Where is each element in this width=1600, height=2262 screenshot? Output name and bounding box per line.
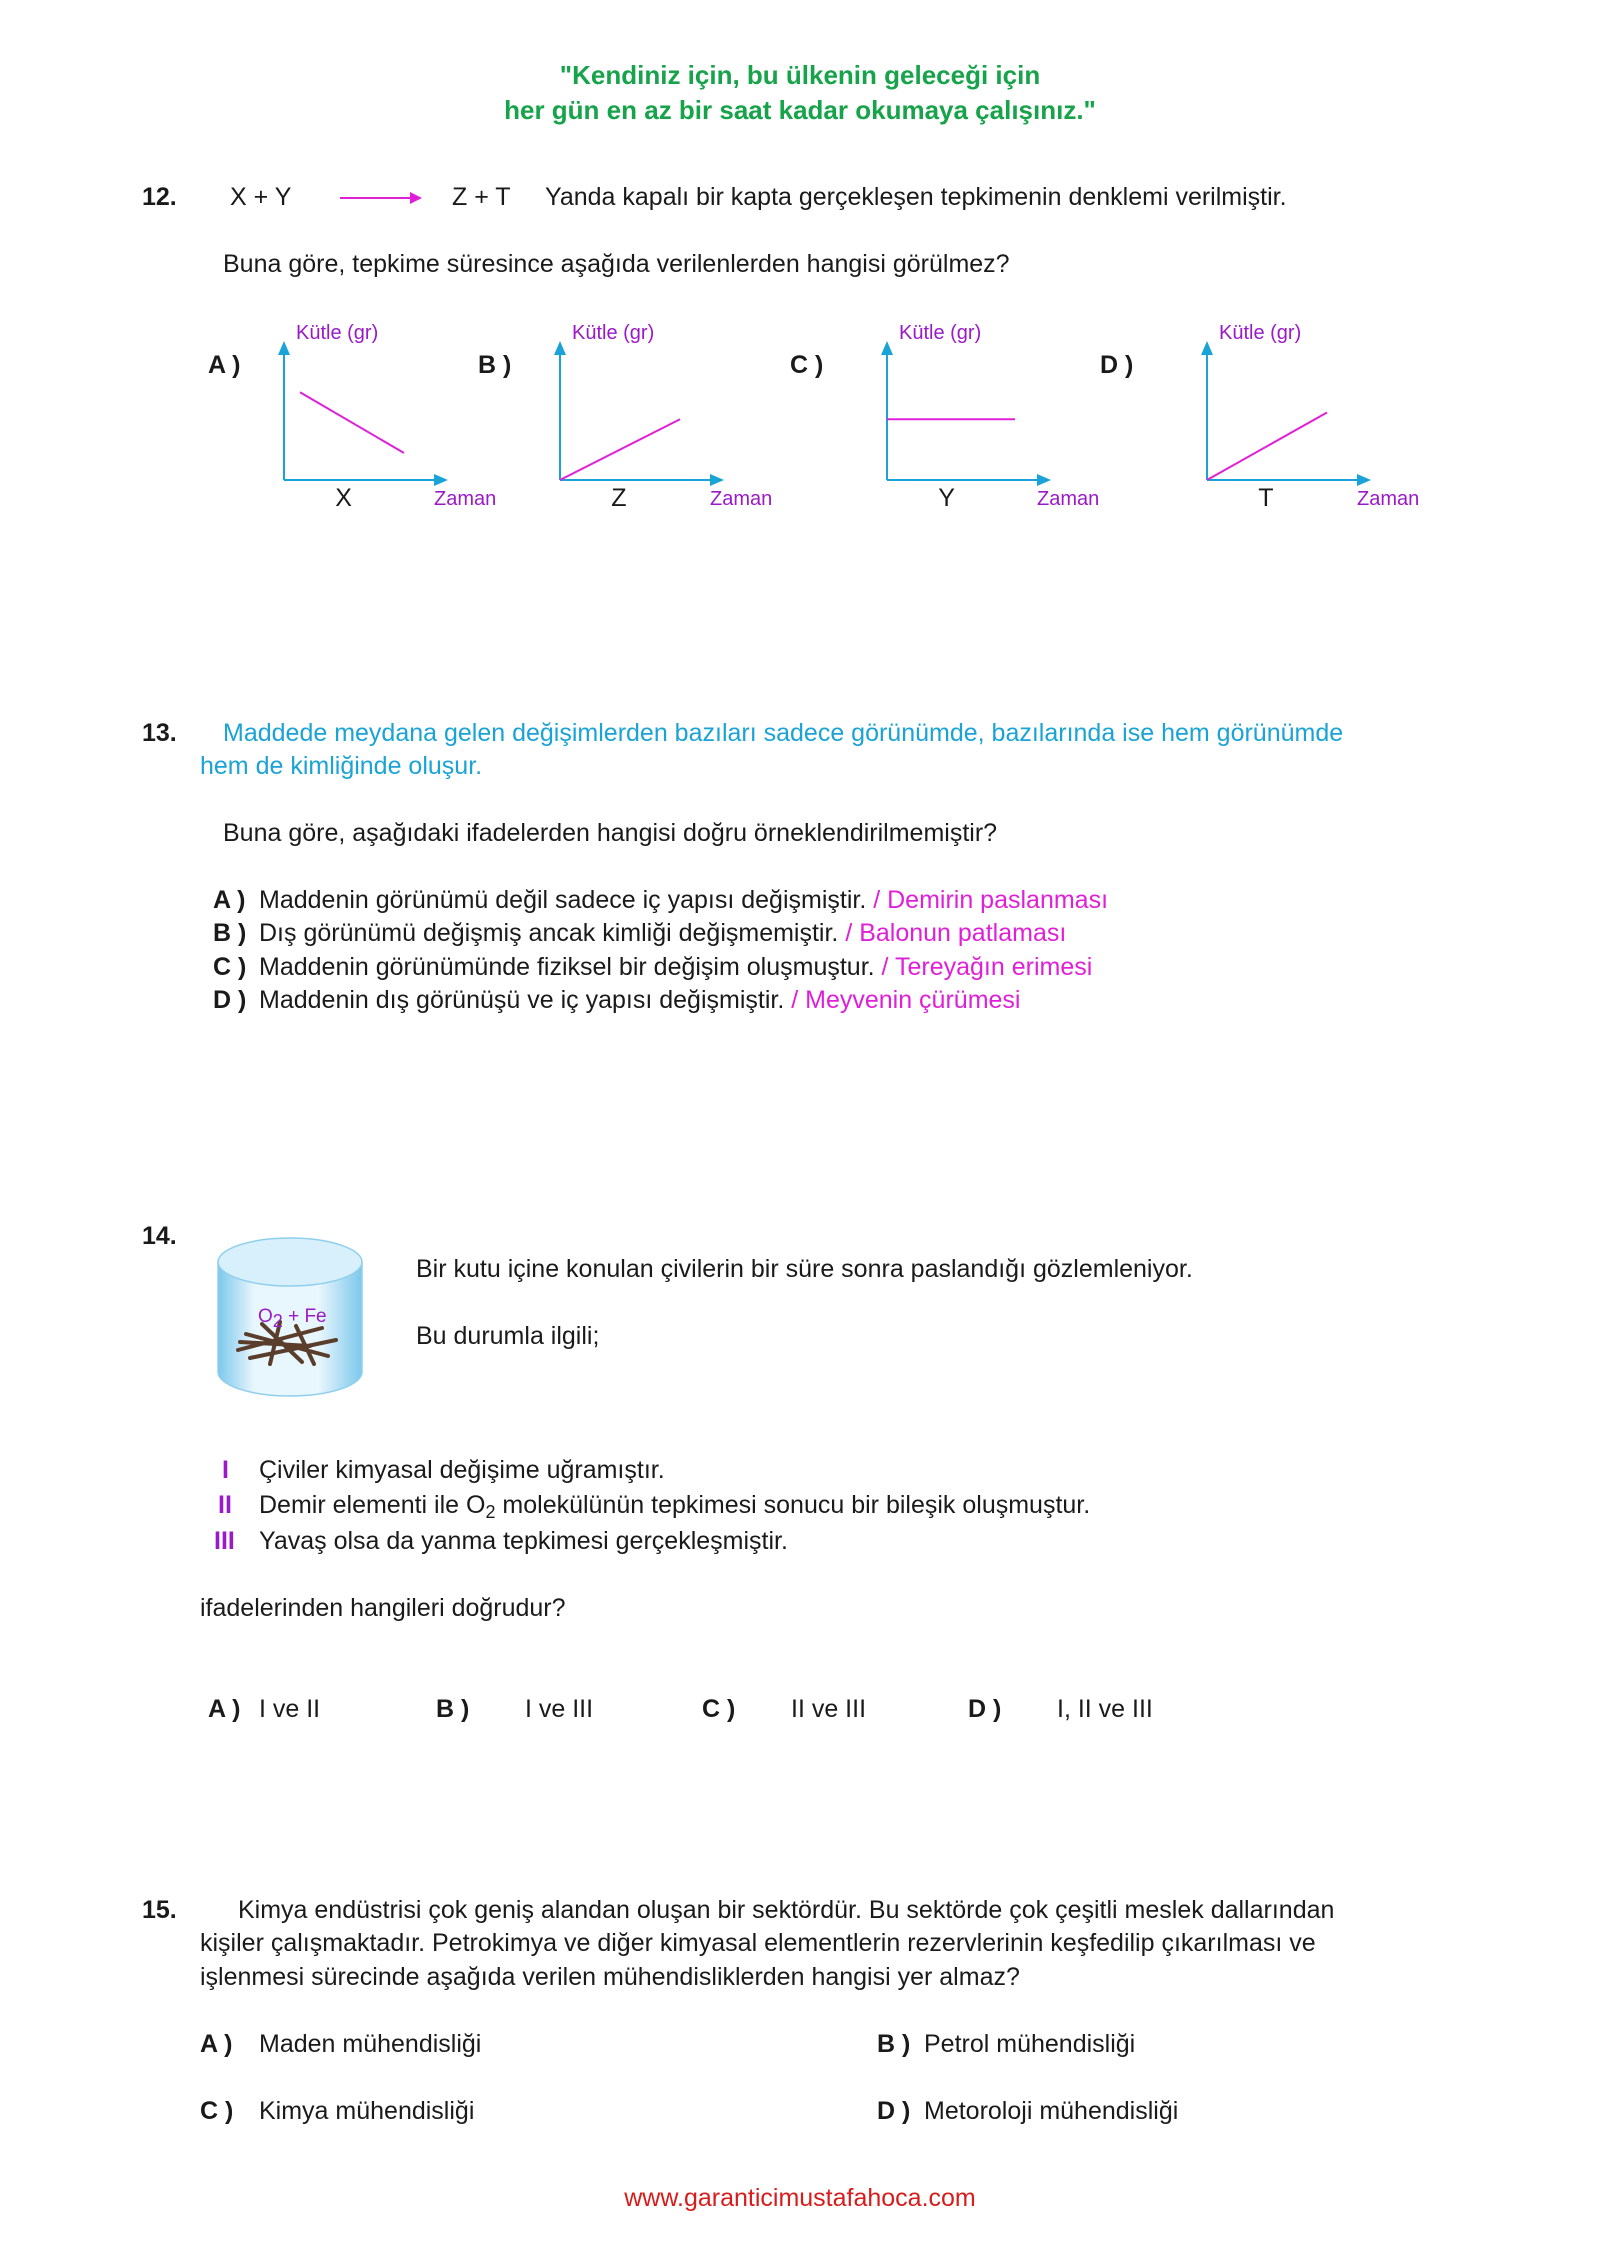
footer-url[interactable]: www.garanticimustafahoca.com — [624, 2184, 976, 2212]
option-text: I, II ve III — [1057, 1695, 1153, 1723]
y-axis-label: Kütle (gr) — [1219, 322, 1302, 344]
option-label: B ) — [877, 2030, 911, 2058]
reaction-reactants: X + Y — [230, 183, 292, 211]
item-roman-iii: III — [214, 1527, 235, 1555]
x-axis-arrow-icon — [1357, 474, 1371, 486]
option-a-label[interactable]: A ) — [208, 351, 241, 379]
option-example: / Tereyağın erimesi — [874, 953, 1093, 981]
question-prompt: Buna göre, aşağıdaki ifadelerden hangisi doğru örneklendirilmemiştir? — [223, 819, 998, 847]
option-label: B ) — [213, 919, 247, 947]
option-c-label[interactable]: C ) — [790, 351, 824, 379]
y-axis-label: Kütle (gr) — [296, 322, 379, 344]
x-axis-label: Zaman — [1357, 488, 1420, 510]
x-axis-label: Zaman — [1037, 488, 1100, 510]
item-text-iii: Yavaş olsa da yanma tepkimesi gerçekleşmiştir. — [259, 1527, 788, 1555]
y-axis-label: Kütle (gr) — [899, 322, 982, 344]
jar-label: $O_2 + Fe$ — [258, 1306, 327, 1331]
item-text-i: Çiviler kimyasal değişime uğramıştır. — [259, 1456, 665, 1484]
item-roman-ii: II — [218, 1491, 232, 1519]
question-statement: Yanda kapalı bir kapta gerçekleşen tepkimenin denklemi verilmiştir. — [545, 183, 1287, 211]
y-axis-label: Kütle (gr) — [572, 322, 655, 344]
option-label: C ) — [200, 2097, 234, 2125]
option-text: Maddenin görünümünde fiziksel bir değişim oluşmuştur. — [259, 953, 875, 981]
option-text: II ve III — [791, 1695, 867, 1723]
motto-line-2: her gün en az bir saat kadar okumaya çalışınız." — [504, 95, 1096, 125]
option-text: Metoroloji mühendisliği — [924, 2097, 1179, 2125]
series-line — [1207, 413, 1327, 481]
option-text: Maddenin görünümü değil sadece iç yapısı değişmiştir. — [259, 886, 867, 914]
question-statement-line-1: Maddede meydana gelen değişimlerden bazıları sadece görünümde, bazılarında ise hem görünümde — [223, 719, 1344, 747]
question-line-2: kişiler çalışmaktadır. Petrokimya ve diğer kimyasal elementlerin rezervlerinin keşfedilip çıkarılması ve — [200, 1929, 1316, 1957]
option-example: / Balonun patlaması — [838, 919, 1067, 947]
option-b-label[interactable]: B ) — [478, 351, 512, 379]
question-statement: Bir kutu içine konulan çivilerin bir süre sonra paslandığı gözlemleniyor. — [416, 1255, 1193, 1283]
item-text-ii: Demir elementi ile $O_2$ molekülünün tepkimesi sonucu bir bileşik oluşmuştur. — [259, 1491, 1091, 1522]
item-roman-i: I — [222, 1456, 229, 1484]
question-line-1: Kimya endüstrisi çok geniş alandan oluşan bir sektördür. Bu sektörde çok çeşitli meslek dallarından — [238, 1896, 1335, 1924]
option-text: Maddenin dış görünüşü ve iç yapısı değişmiştir. — [259, 986, 785, 1014]
series-label: T — [1258, 484, 1274, 512]
option-text: Dış görünümü değişmiş ancak kimliği değişmemiştir. — [259, 919, 839, 947]
question-number: 13. — [142, 719, 177, 747]
option-label: C ) — [702, 1695, 736, 1723]
option-example: / Meyvenin çürümesi — [784, 986, 1021, 1014]
motto-line-1: "Kendiniz için, bu ülkenin geleceği için — [559, 60, 1041, 90]
option-text: Kimya mühendisliği — [259, 2097, 475, 2125]
option-text: I ve III — [525, 1695, 594, 1723]
question-prompt: Buna göre, tepkime süresince aşağıda verilenlerden hangisi görülmez? — [223, 250, 1010, 278]
question-number: 12. — [142, 183, 177, 211]
series-label: Z — [611, 484, 627, 512]
option-label: A ) — [213, 886, 246, 914]
x-axis-label: Zaman — [710, 488, 773, 510]
option-label: A ) — [208, 1695, 241, 1723]
option-text: Petrol mühendisliği — [924, 2030, 1136, 2058]
series-label: Y — [938, 484, 955, 512]
question-statement-line-2: hem de kimliğinde oluşur. — [200, 752, 483, 780]
question-line-3: işlenmesi sürecinde aşağıda verilen mühendisliklerden hangisi yer almaz? — [200, 1963, 1020, 1991]
option-text: Maden mühendisliği — [259, 2030, 482, 2058]
option-label: A ) — [200, 2030, 233, 2058]
option-example: / Demirin paslanması — [866, 886, 1109, 914]
option-text: I ve II — [259, 1695, 321, 1723]
x-axis-label: Zaman — [434, 488, 497, 510]
reaction-products: Z + T — [452, 183, 511, 211]
option-label: D ) — [877, 2097, 911, 2125]
option-label: C ) — [213, 953, 247, 981]
chart-option-d — [0, 0, 1600, 560]
series-label: X — [335, 484, 352, 512]
question-intro: Bu durumla ilgili; — [416, 1322, 600, 1350]
option-label: D ) — [968, 1695, 1002, 1723]
question-number: 15. — [142, 1896, 177, 1924]
option-d-label[interactable]: D ) — [1100, 351, 1134, 379]
y-axis-arrow-icon — [1201, 341, 1213, 355]
option-label: B ) — [436, 1695, 470, 1723]
option-label: D ) — [213, 986, 247, 1014]
question-number: 14. — [142, 1222, 177, 1250]
question-prompt: ifadelerinden hangileri doğrudur? — [200, 1594, 566, 1622]
